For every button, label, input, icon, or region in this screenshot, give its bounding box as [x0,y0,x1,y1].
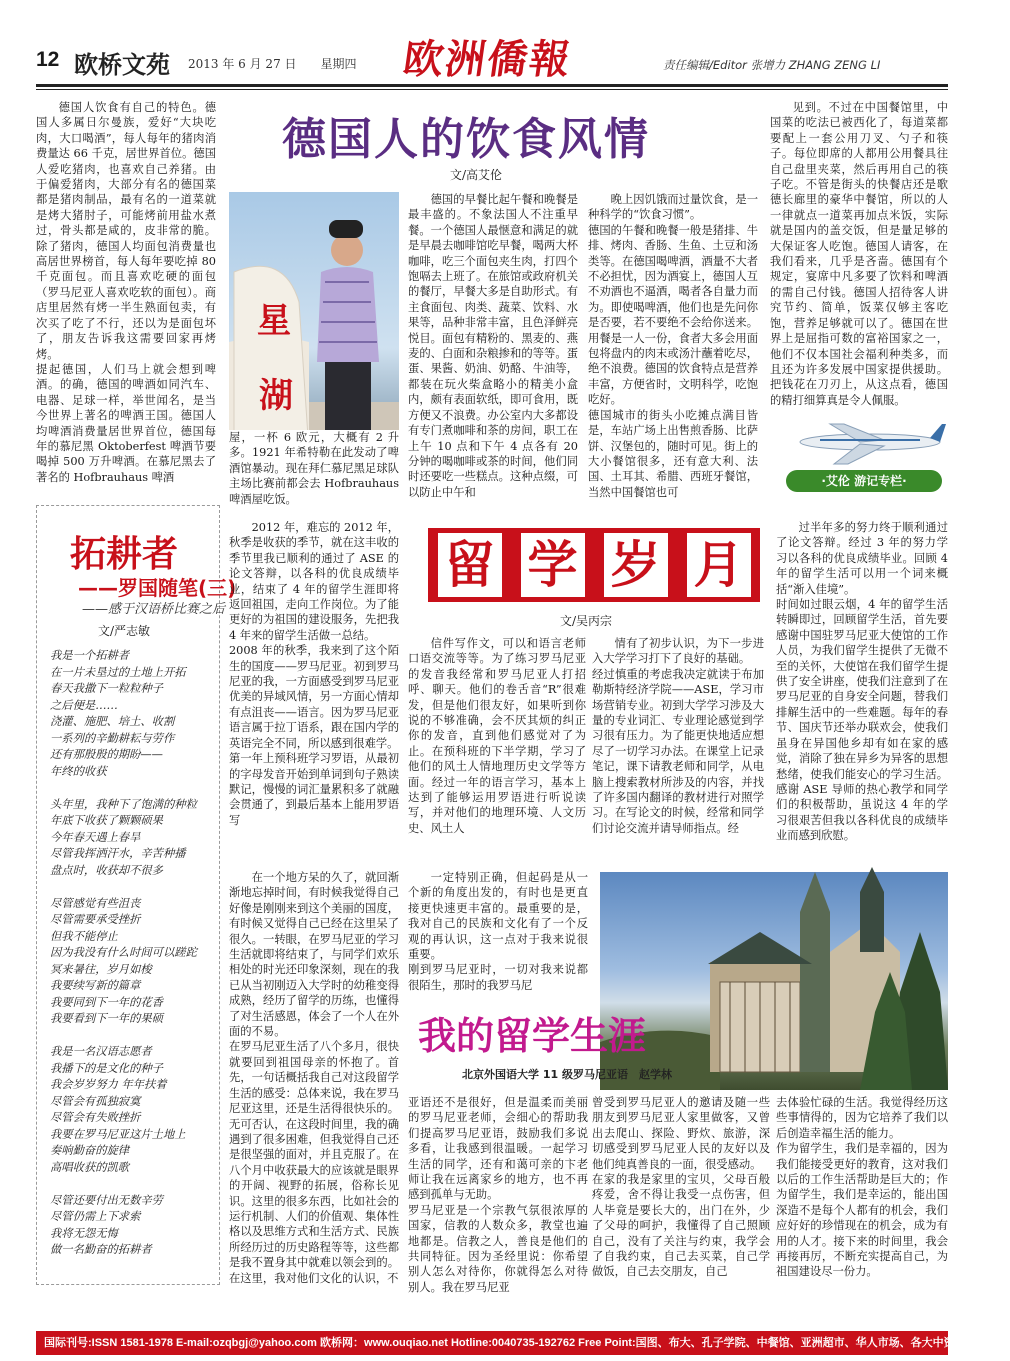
poem-line: 尽管还要付出无数辛劳 [50,1193,163,1207]
poem-line: 我要续写新的篇章 [50,979,141,992]
poem-line: 我要同到下一年的花香 [50,995,163,1009]
article1-col4: 晚上因饥饿而过量饮食，是一种科学的“饮食习惯”。 德国的午餐和晚餐一般是猪排、牛排、烤肉、香肠、生鱼、土豆和汤类等。在德国喝啤酒，酒量不大者不必担忧，因为酒宴上，德国人互不劝酒也不逼酒，喝者各自量力而为。即使喝啤酒，他们也是先问你是否要，若不要绝不会给你送来。用餐是一人一份，食者大多会用面包将盘内的肉末或汤汁蘸着吃尽，绝不浪费。德国的饮食特点是营养丰富，方便省时，文明科学，吃饱吃好。 德国城市的街头小吃摊点满目皆是，车站广场上出售煎香肠、比萨饼、汉堡包的，随时可见。街上的大小餐馆很多，还有意大利、法国、土耳其、希腊、西班牙餐馆，当然中国餐馆也可 [588,193,758,499]
article4-col5: 去体验忙碌的生活。我觉得经历这些事情得的，因为它培养了我们以后创造幸福生活的能力。 作为留学生，我们是幸福的，因为我们能接受更好的教育，这对我们以后的工作生活帮助是巨大的；作为留学生，我们是幸运的，能出国深造不是每个人都有的机会，我们应好好的珍惜现在的机会，成为有用的人才。接下来的时间里，我会再接再厉，不断充实提高自己，为祖国建设尽一份力。 [776,1096,948,1279]
newspaper-logo: 欧洲僑報 [400,36,575,83]
poem-body [50,648,215,1259]
poem-line: 在一片未垦过的土地上开拓 [50,665,186,679]
article4-byline: 北京外国语大学 11 级罗马尼亚语 赵学林 [462,1068,672,1081]
poem-byline: 文/严志敏 [98,624,151,638]
poem-line: 奏响勤奋的旋律 [50,1144,130,1157]
castle-photo [600,872,948,1090]
article4-col2: 一定特别正确，但起码是从一个新的角度出发的，有时也是更直接更快速更丰富的。最重要的是，我对自己的民族和文化有了一个反观的再认识，这一点对于我来说很重要。 刚到罗马尼亚时，一切对我来说都很陌生，那时的我罗马尼 [408,871,588,992]
poem-dedication: ——感于汉语桥比赛之后 [82,602,226,617]
page-number: 12 [36,48,60,71]
poem-line: 我会岁岁努力 年年扶着 [50,1078,167,1091]
banner-char: 留 [438,533,502,597]
issue-date: 2013 年 6 月 27 日 星期四 [188,57,357,71]
article4-col1: 在一个地方呆的久了，就回渐渐地忘掉时间，有时候我觉得自己好像是刚刚来到这个美丽的国度，有时候又觉得自己已经在这里呆了很久。一转眼，在罗马尼亚的学习生活就即将结束了，与同学们欢乐相处的时光还印象深刻，现在的我已从当初刚迈入大学时的幼稚变得成熟，经历了留学的历练，也懂得了对生活感恩，体会了一个人在外面的不易。 在罗马尼亚生活了八个多月，很快就要回到祖国母亲的怀抱了。首先，一句话概括我自己对这段留学生活的感受：总体来说，我在罗马尼亚这里，还是生活得很快乐的。无可否认，在这段时间里，我的确遇到了很多困难，但我觉得自己还是很坚强的面对，并且克服了。在八个月中收获最大的应该就是眼界的开阔、视野的拓展，俗称长见识。这里的很多东西，比如社会的运行机制、人们的价值观、集体性格以及思维方式和生活方式、民族所经历过的历史路程等等，这些都是我不置身其中就难以领会到的。在这里，我对他们文化的认识，不 [229,871,399,1285]
study-banner [428,528,760,602]
banner-char: 学 [521,533,585,597]
poem-stanza-break [50,1028,215,1045]
poem-line: 一系列的辛勤耕耘与劳作 [50,731,175,745]
header-rule-thin [36,89,948,90]
footer-bar: 国际刊号:ISSN 1581-1978 E-mail:ozqbgj@yahoo.com 欧桥网：www.ouqiao.net Hotline:0040735-192762 Free Point:国图、布大、孔子学院、中餐馆、亚洲超市、华人市场、各大中资机构、机场 [36,1331,948,1355]
poem-line: 尽管需要承受挫折 [50,913,141,926]
poem-subtitle: ——罗国随笔(三) [78,576,237,600]
poem-line: 但我不能停止 [50,929,118,943]
article1-byline: 文/高艾伦 [450,168,503,182]
poem-line: 年终的收获 [50,764,107,778]
article3-byline: 文/吴丙宗 [560,614,613,628]
poem-line: 我要看到下一年的果硕 [50,1012,163,1025]
page-header [0,0,983,85]
banner-char: 月 [687,533,751,597]
poem-line: 头年里，我种下了饱满的种粒 [50,797,197,811]
castle-illustration [600,872,948,1090]
poem-line: 尽管会有孤独寂寞 [50,1094,141,1108]
article1-col1: 德国人饮食有自己的特色。德国人多属日尔曼族，爱好“大块吃肉，大口喝酒”，每人每年的猪肉消费量达 66 千克，居世界首位。德国人爱吃猪肉，也喜欢自己养猪。由于偏爱猪肉，大部分有名的德国菜都是猪肉制品，最有名的一道菜就是烤大猪肘子，可能烤前用盐水煮过，骨头都是咸的，皮非常的脆。除了猪肉，德国人均面包消费量也高居世界榜首，每人每年要吃掉 80 千克面包。而且喜欢吃硬的面包（罗马尼亚人喜欢吃软的面包）。商店里居然有烤一半生熟面包卖，有次买了吃了不行，还以为是面包坏了，朋友告诉我这需要回家再烤烤。 提起德国，人们马上就会想到啤酒。的确，德国的啤酒如同汽车、电器、足球一样，举世闻名，是当今世界上著名的啤酒王国。德国人均啤酒消费量居世界首位，德国每年的慕尼黑 Oktoberfest 啤酒节要喝掉 500 万升啤酒。在慕尼黑去了著名的 Hofbrauhaus 啤酒 [36,101,216,484]
poem-line: 今年春天遇上春旱 [50,830,141,844]
banner-char: 岁 [604,533,668,597]
poem-line: 我播下的是文化的种子 [50,1061,163,1075]
poem-line: 我是一名汉语志愿者 [50,1045,152,1058]
poem-line: 尽管我挥洒汗水，辛苦种播 [50,847,186,860]
svg-text:湖: 湖 [259,376,293,416]
poem-line: 我将无怨无悔 [50,1226,118,1240]
article4-col3: 亚语还不是很好，但是温柔而美丽的罗马尼亚老师，会细心的帮助我们提高罗马尼亚语，鼓励我们多说多看，让我感到很温暖。一起学习生活的同学，还有和蔼可亲的卞老师让我在远离家乡的地方，也不再感到孤单与无助。 罗马尼亚是一个宗教气氛很浓厚的国家，信教的人数众多，教堂也遍地都是。信教之人，善良是他们的共同特征。因为圣经里说：你希望别人怎么对待你，你就得怎么对待别人。我在罗马尼亚 [408,1096,588,1294]
poem-stanza-break [50,879,215,896]
poem-line: 我要在罗马尼亚这片土地上 [50,1127,186,1141]
poem-line: 我是一个拓耕者 [50,649,130,662]
svg-text:星: 星 [257,301,291,341]
section-title: 欧桥文苑 [74,50,170,79]
column-tag: ·艾伦 游记专栏· [786,470,942,492]
poem-line: 高唱收获的凯歌 [50,1160,130,1174]
poem-stanza-break [50,1176,215,1193]
article1-col3: 德国的早餐比起午餐和晚餐是最丰盛的。不象法国人不注重早餐。一个德国人最惬意和满足的就是早晨去咖啡馆吃早餐，喝两大杯咖啡，吃三个面包夹生肉，打四个饱嗝去上班了。在旅馆或政府机关的餐厅，早餐大多是自助形式。有主食面包、肉类、蔬菜、饮料、水果等，品种非常丰富，且色泽鲜亮悦目。面包有精粉的、黑麦的、燕麦的、白面和杂粮掺和的等等。蛋蛋、果酱、奶油、奶酪、牛油等，都装在玩火柴盒略小的精美小盒内，颇有表面软纸，即可食用，既方便又不浪费。办公室内大多都设有专门煮咖啡和茶的房间，职工在上午 10 点和下午 4 点各有 20 分钟的喝咖啡或茶的时间，他们同时还要吃一些糕点。这种点缀，可以防止中午和 [408,193,582,499]
poem-line: 尽管感觉有些沮丧 [50,896,141,910]
poem-line: 因为我没有什么时间可以蹉跎 [50,946,197,959]
poem-line: 盘点时，收获却不很多 [50,863,163,877]
poem-line: 浇灌、施肥、培土、收割 [50,715,175,728]
article3-col3: 情有了初步认识，为下一步进入大学学习打下了良好的基础。 经过慎重的考虑我决定就读于布加勒斯特经济学院——ASE，学习市场营销专业。初到大学学习涉及大量的专业词汇、专业理论感觉到学习很有压力。为了能更快地适应想尽了一切学习办法。在课堂上记录笔记，课下请教老师和同学，从电脑上搜索教材所涉及的内容，并找了许多国内翻译的教材进行对照学习。在写论文的时候，经常和同学们讨论交流并请导师指点。经 [592,637,764,835]
airplane-icon [760,420,948,470]
poem-line: 尽管仍需上下求索 [50,1210,141,1223]
article3-col1: 2012 年，难忘的 2012 年，秋季是收获的季节，就在这丰收的季节里我已顺利的通过了 ASE 的论文答辩，以各科的优良成绩毕业，结束了 4 年的留学生涯即将返回祖国，走向工作岗位。为了能更好的为祖国的建设服务，先把我 4 年来的留学生活做一总结。 2008 年的秋季，我来到了这个陌生的国度——罗马尼亚。初到罗马尼亚的我，一方面感受到罗马尼亚优美的异域风情，另一方面心情却有点沮丧——语言。因为罗马尼亚语言属于拉丁语系，跟在国内学的英语完全不同，所以感到很难学。 第一年上预科班学习罗语，从最初的字母发音开始到单词到句子熟读默记，慢慢的词汇量累积多了就融会贯通了，到最后基本上能用罗语写 [229,521,399,827]
article4-col4: 曾受到罗马尼亚人的邀请及随一些朋友到罗马尼亚人家里做客，又曾出去爬山、探险、野炊、旅游，深切感受到罗马尼亚人民的友好以及他们纯真善良的一面，很受感动。 在家的我是家里的宝贝，父母百般疼爱，舍不得让我受一点伤害，但人毕竟是要长大的，出门在外，少了父母的呵护，我懂得了自己照顾自己，没有了关注与约束，我学会了自我约束，自己去买菜，自己学做饭，自己去交朋友，自己 [592,1096,770,1279]
photo-caption: 屋，一杯 6 欧元，大概有 2 升多。1921 年希特勒在此发动了啤酒馆暴动。现在拜仁慕尼黑足球队主场比赛前都会去 Hofbrauhaus 啤酒屋吃饭。 [229,431,403,506]
article3-col4: 过半年多的努力终于顺利通过了论文答辩。经过 3 年的努力学习以各科的优良成绩毕业。回顾 4 年的留学生活可以用一个词来概括“渐入佳境”。 时间如过眼云烟，4 年的留学生活转瞬即过，回顾留学生活，首先要感谢中国驻罗马尼亚大使馆的工作人员，为我们留学生提供了无微不至的关怀，大使馆在我们留学生提供了安全讲座，使我们注意到了在罗马尼亚的自身安全问题，替我们排解生活中的一些难题。每年的春节、国庆节还举办联欢会，使我们虽身在异国他乡却有如在家的感觉，消除了独在异乡为异客的思想愁绪，使我们能安心的学习生活。感谢 ASE 导师的热心教学和同学们的积极帮助，虽说这 4 年的学习很艰苦但我以各科优良的成绩毕业而感到欣慰。 [776,521,948,843]
poem-line: 冥来暑往，岁月如梭 [50,962,152,976]
poem-line: 年底下收获了颗颗硕果 [50,814,163,827]
article1-col5: 见到。不过在中国餐馆里，中国菜的吃法已被西化了，每道菜都要配上一套公用刀叉、勺子和筷子。每位即席的人都用公用餐具往自己盘里夹菜，然后再用自己的筷子吃。不管是街头的快餐店还是歌德长廊里的豪华中餐馆，所以的人一律就点一道菜再加点米饭，实际就是国内的盖交饭，但是量足够的大保证客人吃饱。德国人请客，在我们看来，几乎是吝啬。德国有个规定，宴席中凡多要了饮料和啤酒的需自己付钱。德国人招待客人讲究节约、简单，饭菜仅够主客吃饱，营养足够就可以了。德国在世界上是屈指可数的富裕国家之一，他们不仅本国社会福利种类多，而且还为许多发展中国家提供援助。把钱花在刀刃上，从这点看，德国的精打细算真是令人佩服。 [770,101,948,407]
poem-line: 春天我撒下一粒粒种子 [50,682,163,695]
poem-line: 做一名勤奋的拓耕者 [50,1243,152,1256]
poem-line: 尽管会有失败挫折 [50,1111,141,1124]
header-rule [36,84,948,87]
article1-title: 德国人的饮食风情 [282,114,650,165]
article4-title: 我的留学生涯 [418,1014,647,1058]
poem-title: 拓耕者 [70,533,179,575]
editor-credit: 责任编辑/Editor 张增力 ZHANG ZENG LI [663,58,881,72]
article1-col1-end [36,480,216,500]
poem-stanza-break [50,780,215,797]
article3-col2: 信件写作文，可以和语言老师口语交流等等。为了练习罗马尼亚的发音我经常和罗马尼亚人打招呼、聊天。他们的卷舌音“R”很难发，但是他们很友好，如果听到你说的不够准确，会不厌其烦的纠正你的发音，直到他们感觉对了为止。在预科班的下半学期，学习了他们的风土人情地理历史文学等方面。经过一年的语言学习，基本上达到了能够运用罗语进行听说读写，并对他们的地理环境、人文历史、风土人 [408,637,586,835]
poem-line: 还有那殷殷的期盼—— [50,748,163,761]
poem-line: 之后便是…… [50,698,118,712]
